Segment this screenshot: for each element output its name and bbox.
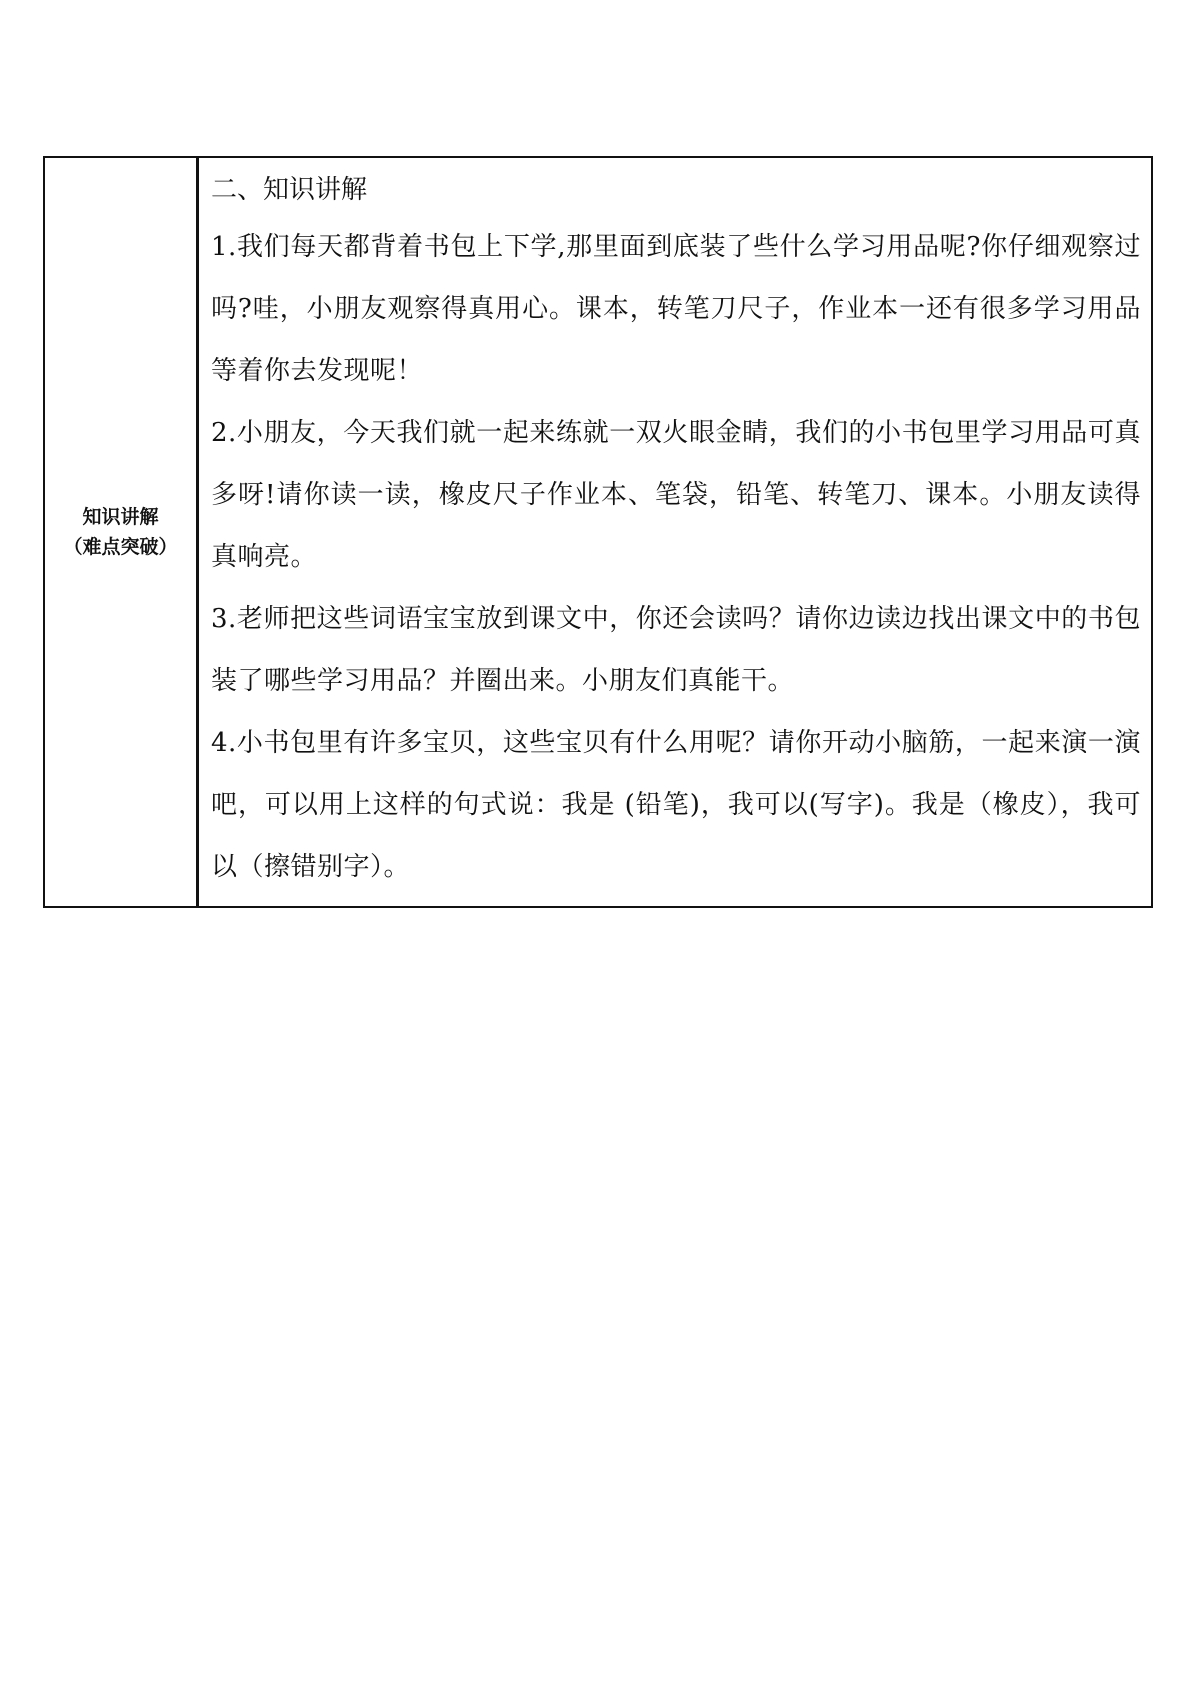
section-label-subtitle: （难点突破） bbox=[63, 536, 178, 558]
section-content-cell bbox=[199, 158, 1151, 906]
paragraph-4: 4.小书包里有许多宝贝，这些宝贝有什么用呢？请你开动小脑筋，一起来演一演吧，可以用上这样的句式说：我是 (铅笔)，我可以(写字)。我是（橡皮），我可以（擦错别字）。 bbox=[211, 728, 1141, 882]
section-heading: 二、知识讲解 bbox=[211, 175, 368, 205]
paragraph-1: 1.我们每天都背着书包上下学,那里面到底装了些什么学习用品呢?你仔细观察过吗?哇，小朋友观察得真用心。课本，转笔刀尺子，作业本一还有很多学习用品等着你去发现呢！ bbox=[211, 232, 1141, 386]
section-label-cell bbox=[45, 158, 199, 906]
paragraph-3: 3.老师把这些词语宝宝放到课文中，你还会读吗？请你边读边找出课文中的书包装了哪些学习用品？并圈出来。小朋友们真能干。 bbox=[211, 604, 1141, 696]
lesson-table bbox=[43, 156, 1153, 908]
section-label-title: 知识讲解 bbox=[82, 506, 159, 528]
paragraph-2: 2.小朋友，今天我们就一起来练就一双火眼金睛，我们的小书包里学习用品可真多呀!请你读一读，橡皮尺子作业本、笔袋，铅笔、转笔刀、课本。小朋友读得真响亮。 bbox=[211, 418, 1141, 572]
